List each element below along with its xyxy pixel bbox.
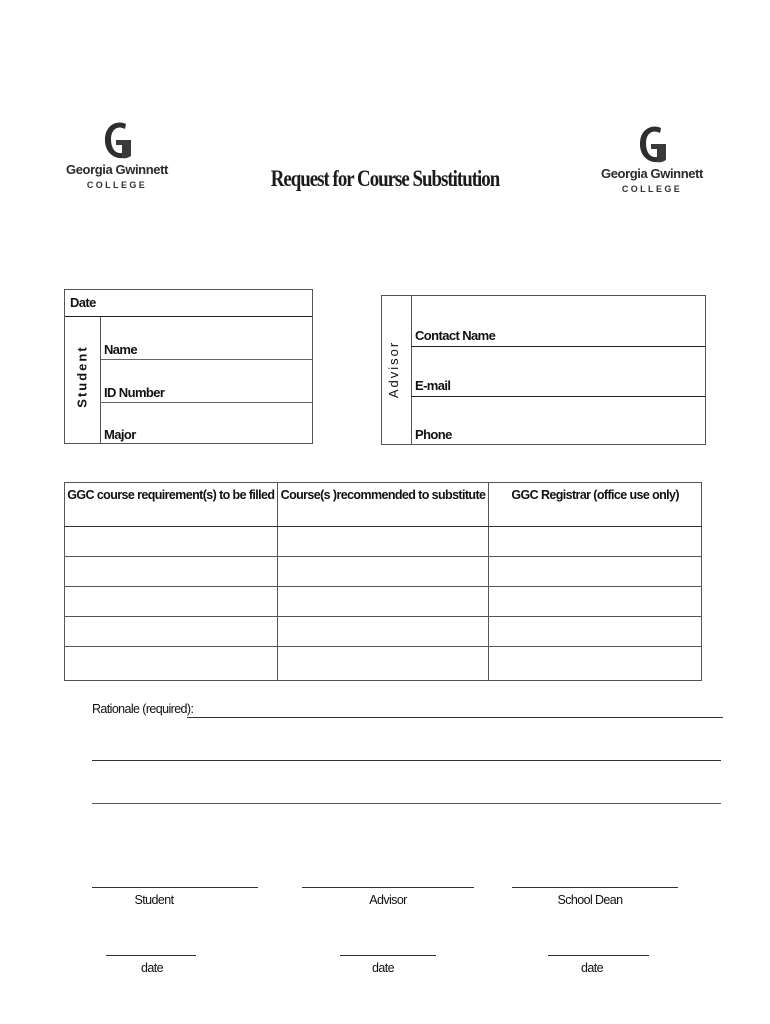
ggc-logo-right — [597, 124, 707, 194]
table-row — [65, 617, 702, 647]
advisor-side-label: Advisor — [386, 340, 402, 399]
id-number-label: ID Number — [104, 385, 165, 400]
student-signature-label: Student — [134, 893, 174, 907]
advisor-contact-name-field[interactable] — [411, 296, 705, 347]
table-row — [65, 587, 702, 617]
dean-signature-line[interactable] — [512, 887, 678, 888]
course-substitution-table — [64, 482, 702, 681]
registrar-cell[interactable] — [489, 617, 702, 647]
substitute-cell[interactable] — [277, 647, 489, 681]
logo-name: Georgia Gwinnett — [66, 162, 168, 177]
rationale-line-3[interactable] — [92, 803, 721, 804]
registrar-cell[interactable] — [489, 587, 702, 617]
contact-name-label: Contact Name — [415, 328, 496, 343]
date-field[interactable] — [65, 290, 312, 317]
column-header-requirement: GGC course requirement(s) to be filled — [65, 483, 278, 527]
advisor-phone-field[interactable] — [411, 397, 705, 444]
dean-signature-label: School Dean — [557, 893, 623, 907]
student-major-field[interactable] — [100, 403, 312, 444]
column-header-registrar: GGC Registrar (office use only) — [489, 483, 702, 527]
ggc-g-logo-icon — [100, 120, 134, 160]
rationale-label: Rationale (required): — [92, 702, 194, 716]
student-id-field[interactable] — [100, 360, 312, 403]
ggc-g-logo-icon — [635, 124, 669, 164]
advisor-email-field[interactable] — [411, 347, 705, 397]
table-row — [65, 557, 702, 587]
logo-name: Georgia Gwinnett — [601, 166, 703, 181]
rationale-line-2[interactable] — [92, 760, 721, 761]
registrar-cell[interactable] — [489, 647, 702, 681]
student-name-field[interactable] — [100, 317, 312, 360]
phone-label: Phone — [415, 427, 452, 442]
dean-date-line[interactable] — [548, 955, 649, 956]
advisor-side-panel — [382, 296, 412, 444]
ggc-logo-left — [62, 120, 172, 190]
substitute-cell[interactable] — [277, 527, 489, 557]
major-label: Major — [104, 427, 136, 442]
student-date-line[interactable] — [106, 955, 196, 956]
student-side-panel — [65, 317, 101, 443]
email-label: E-mail — [415, 378, 451, 393]
substitute-cell[interactable] — [277, 617, 489, 647]
student-side-label: Student — [74, 345, 90, 408]
rationale-line-1[interactable] — [187, 717, 723, 718]
substitute-cell[interactable] — [277, 557, 489, 587]
advisor-date-line[interactable] — [340, 955, 436, 956]
student-date-label: date — [141, 961, 163, 975]
table-row — [65, 647, 702, 681]
requirement-cell[interactable] — [65, 527, 278, 557]
logo-subtitle: COLLEGE — [621, 184, 683, 194]
date-label: Date — [70, 295, 96, 310]
table-row — [65, 527, 702, 557]
page-title: Request for Course Substitution — [270, 166, 500, 191]
registrar-cell[interactable] — [489, 557, 702, 587]
requirement-cell[interactable] — [65, 647, 278, 681]
requirement-cell[interactable] — [65, 587, 278, 617]
requirement-cell[interactable] — [65, 557, 278, 587]
advisor-info-box — [381, 295, 706, 445]
name-label: Name — [104, 342, 138, 357]
column-header-substitute: Course(s )recommended to substitute — [277, 483, 489, 527]
advisor-date-label: date — [372, 961, 394, 975]
advisor-signature-label: Advisor — [369, 893, 407, 907]
logo-subtitle: COLLEGE — [86, 180, 148, 190]
substitute-cell[interactable] — [277, 587, 489, 617]
student-info-box — [64, 289, 313, 444]
advisor-signature-line[interactable] — [302, 887, 474, 888]
student-signature-line[interactable] — [92, 887, 258, 888]
requirement-cell[interactable] — [65, 617, 278, 647]
dean-date-label: date — [581, 961, 603, 975]
registrar-cell[interactable] — [489, 527, 702, 557]
